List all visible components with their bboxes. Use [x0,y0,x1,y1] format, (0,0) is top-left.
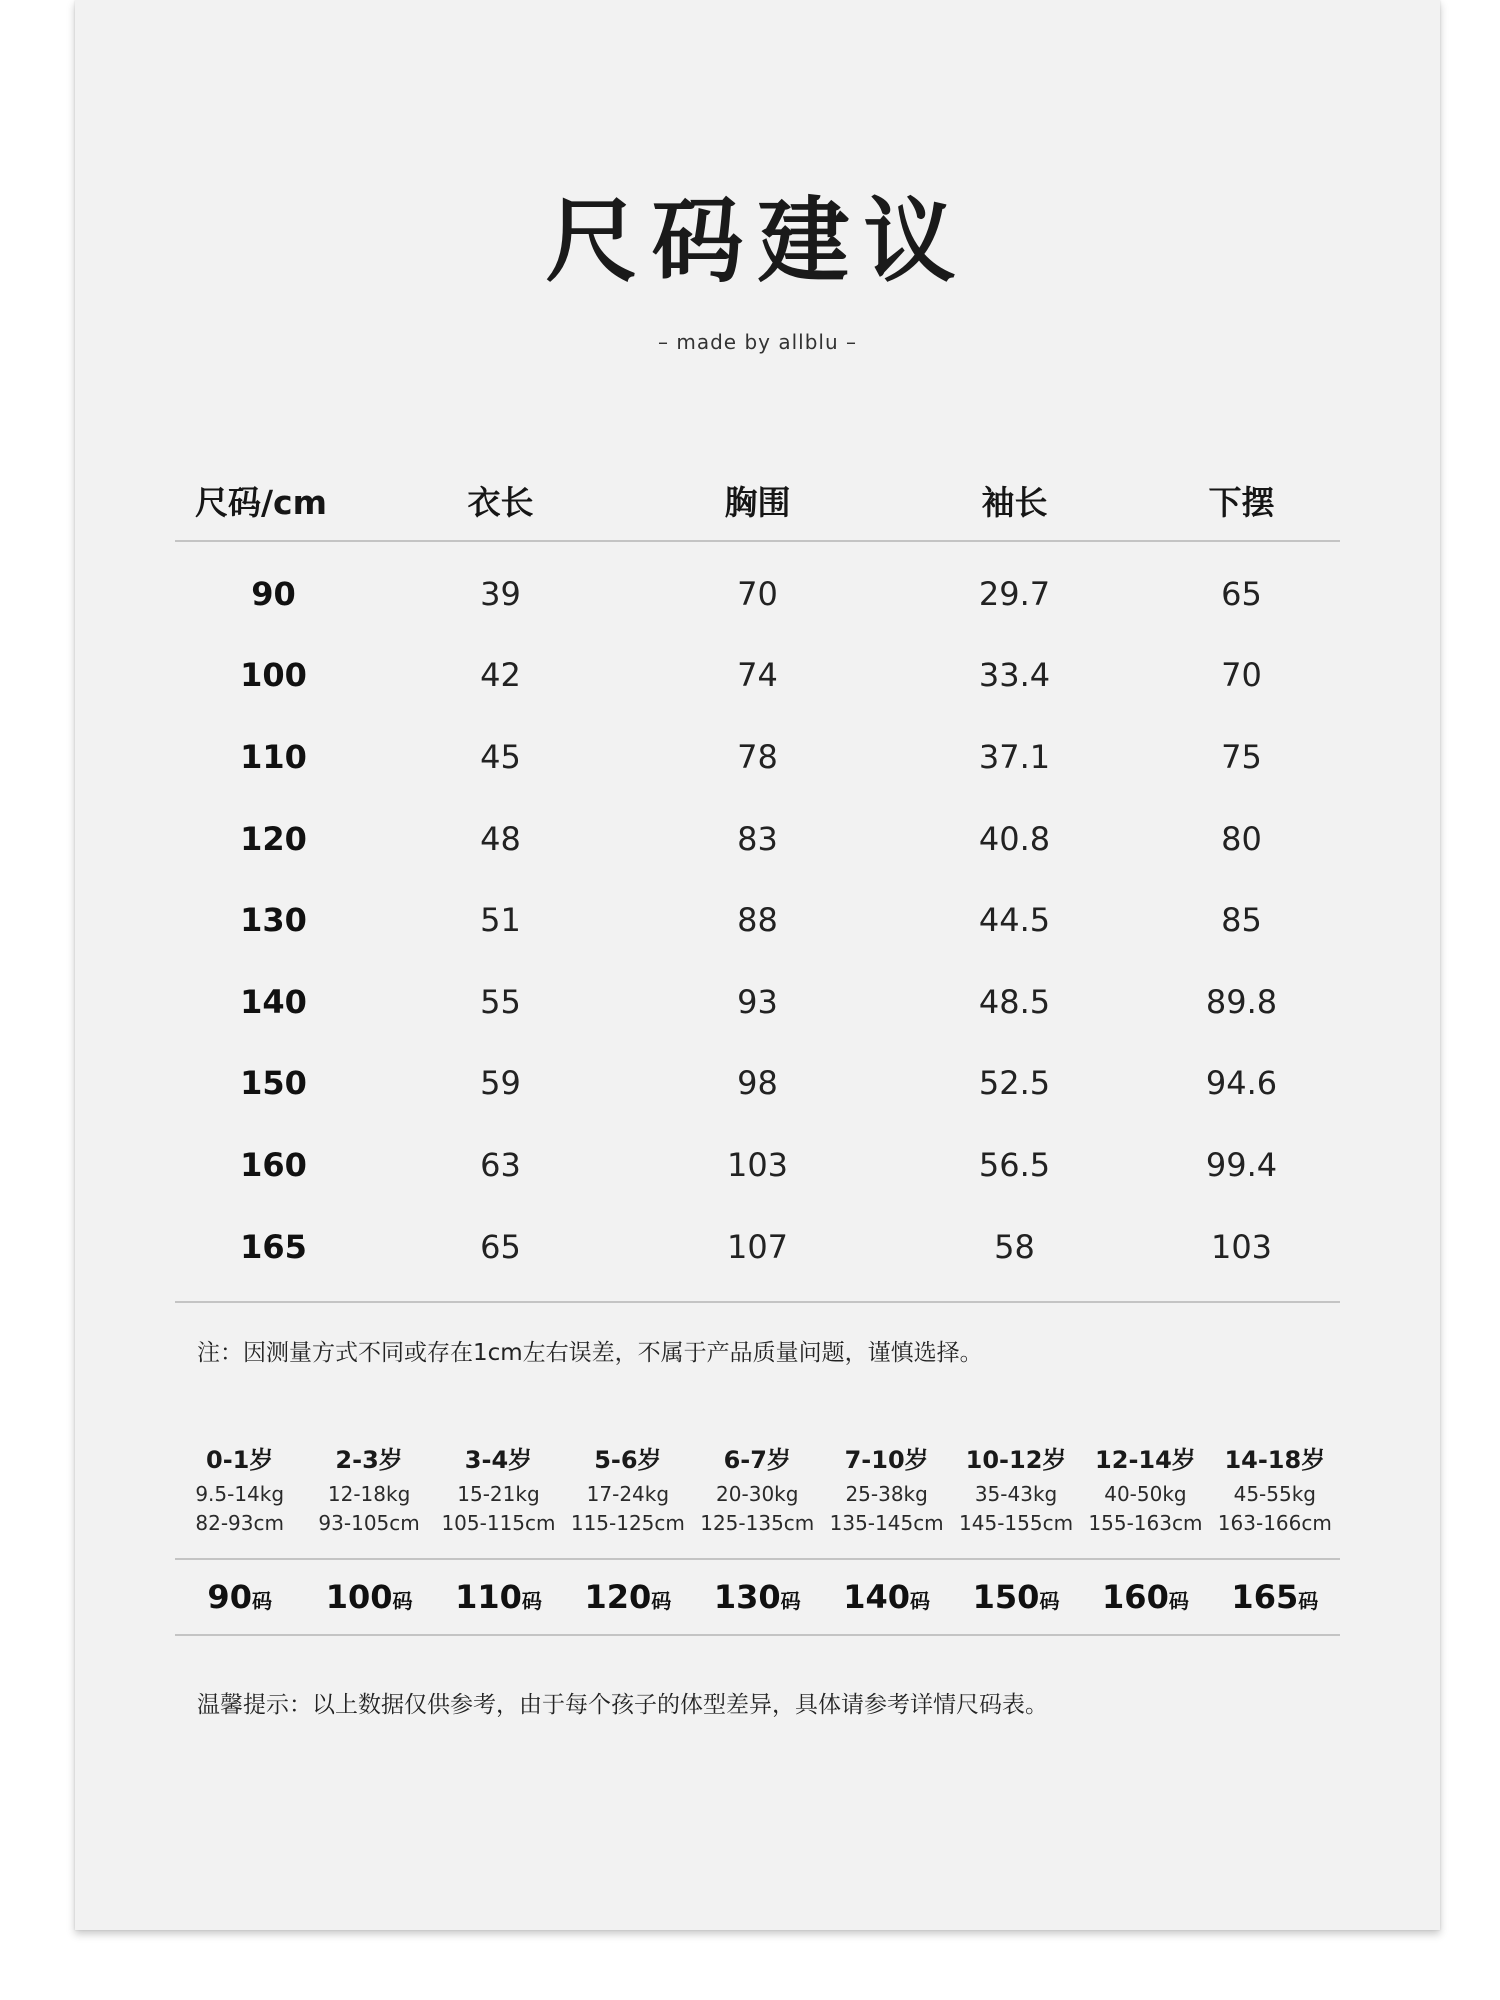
size-code-number: 150 [972,1578,1040,1616]
size-code [951,1578,1080,1616]
length-cell: 59 [480,1064,521,1103]
size-cell: 140 [240,982,307,1021]
hem-cell: 89.8 [1205,982,1278,1021]
length-cell: 42 [480,656,521,695]
age-column [1210,1440,1339,1538]
hem-cell: 85 [1221,901,1262,940]
age-size-guide [175,1440,1340,1636]
header-chest: 胸围 [724,482,791,522]
age-column [563,1440,692,1538]
chest-cell: 74 [737,656,778,695]
age-label: 5-6岁 [594,1446,662,1474]
age-column [175,1440,304,1538]
sleeve-cell: 44.5 [978,901,1051,940]
age-label: 7-10岁 [844,1446,929,1474]
chest-cell: 78 [737,737,778,776]
hem-cell: 75 [1221,737,1262,776]
size-code-unit: 码 [780,1589,801,1613]
age-height: 135-145cm [829,1511,944,1535]
size-code-unit: 码 [392,1589,413,1613]
size-code-row [175,1560,1340,1634]
age-height: 105-115cm [441,1511,556,1535]
age-height: 145-155cm [959,1511,1074,1535]
length-cell: 48 [480,819,521,858]
hem-cell: 99.4 [1205,1145,1278,1184]
reference-tip: 温馨提示：以上数据仅供参考，由于每个孩子的体型差异，具体请参考详情尺码表。 [197,1692,1048,1718]
size-code-unit: 码 [1039,1589,1060,1613]
sleeve-cell: 56.5 [978,1145,1051,1184]
chest-cell: 88 [737,901,778,940]
age-label: 12-14岁 [1095,1446,1196,1474]
size-code [693,1578,822,1616]
sleeve-cell: 48.5 [978,982,1051,1021]
table-row [175,716,1340,798]
length-cell: 63 [480,1145,521,1184]
sleeve-cell: 52.5 [978,1064,1051,1103]
size-code [563,1578,692,1616]
chest-cell: 83 [737,819,778,858]
age-weight: 20-30kg [716,1482,799,1506]
age-column [1081,1440,1210,1538]
table-row [175,1206,1340,1288]
table-row [175,879,1340,961]
length-cell: 65 [480,1227,521,1266]
age-label: 14-18岁 [1224,1446,1326,1474]
length-cell: 55 [480,982,521,1021]
hem-cell: 70 [1221,656,1262,695]
age-height: 163-166cm [1217,1511,1332,1535]
sleeve-cell: 58 [994,1227,1035,1266]
age-weight: 9.5-14kg [195,1482,285,1506]
age-label: 10-12岁 [965,1446,1067,1474]
age-weight: 17-24kg [586,1482,670,1506]
hem-cell: 103 [1210,1227,1273,1266]
size-code-number: 130 [713,1578,781,1616]
age-weight: 35-43kg [974,1482,1058,1506]
size-code [304,1578,433,1616]
table-row [175,961,1340,1043]
size-code-number: 165 [1231,1578,1299,1616]
page-title: 尺码建议 [545,188,970,295]
size-chart-sheet [75,0,1440,1930]
header-hem: 下摆 [1208,482,1275,522]
table-row [175,1124,1340,1206]
size-code-unit: 码 [910,1589,931,1613]
chest-cell: 107 [726,1227,789,1266]
table-bottom-divider [175,1301,1340,1303]
age-column [693,1440,822,1538]
age-label: 6-7岁 [723,1446,791,1474]
size-table-header [175,460,1340,540]
table-row [175,1043,1340,1125]
size-cell: 150 [240,1064,307,1103]
sleeve-cell: 33.4 [978,656,1051,695]
hem-cell: 94.6 [1205,1064,1278,1103]
chest-cell: 70 [737,574,778,613]
size-table [175,460,1340,1303]
table-row [175,635,1340,717]
age-label: 2-3岁 [335,1446,403,1474]
age-weight: 15-21kg [457,1482,540,1506]
hem-cell: 80 [1221,819,1262,858]
size-code-number: 120 [584,1578,652,1616]
size-cell: 110 [240,737,307,776]
header-sleeve: 袖长 [981,482,1048,522]
chest-cell: 103 [726,1145,789,1184]
size-cell: 90 [251,574,296,613]
age-weight: 45-55kg [1233,1482,1317,1506]
length-cell: 45 [480,737,521,776]
length-cell: 51 [480,901,521,940]
age-weight: 12-18kg [327,1482,411,1506]
size-code [1210,1578,1339,1616]
size-table-body [175,542,1340,1301]
length-cell: 39 [480,574,521,613]
age-column [822,1440,951,1538]
size-code-number: 160 [1102,1578,1169,1616]
age-row [175,1440,1340,1538]
age-weight: 40-50kg [1104,1482,1187,1506]
size-code-number: 100 [325,1578,393,1616]
age-label: 0-1岁 [206,1446,274,1474]
age-label: 3-4岁 [464,1446,533,1474]
size-cell: 130 [240,901,307,940]
size-code-number: 110 [455,1578,522,1616]
age-height: 155-163cm [1088,1511,1203,1535]
table-row [175,553,1340,635]
header-size: 尺码/cm [195,482,327,522]
sleeve-cell: 29.7 [978,574,1051,613]
size-cell: 100 [240,656,307,695]
age-weight: 25-38kg [845,1482,928,1506]
size-code-unit: 码 [521,1589,542,1613]
age-column [951,1440,1080,1538]
size-cell: 165 [240,1227,307,1266]
age-height: 82-93cm [195,1511,284,1535]
size-code-divider [175,1634,1340,1636]
size-code-unit: 码 [1298,1589,1319,1613]
age-height: 115-125cm [570,1511,685,1535]
size-code [1081,1578,1210,1616]
page-subtitle: – made by allblu – [658,330,857,354]
header-length: 衣长 [467,482,534,522]
table-row [175,798,1340,880]
age-height: 93-105cm [318,1511,420,1535]
age-height: 125-135cm [700,1511,815,1535]
sleeve-cell: 40.8 [978,819,1051,858]
size-code [175,1578,304,1616]
size-code [822,1578,951,1616]
size-code [434,1578,563,1616]
chest-cell: 98 [737,1064,778,1103]
size-code-unit: 码 [1168,1589,1189,1613]
size-cell: 120 [240,819,307,858]
age-column [304,1440,433,1538]
size-code-number: 90 [207,1578,252,1616]
size-cell: 160 [240,1145,307,1184]
size-code-unit: 码 [251,1589,272,1613]
sleeve-cell: 37.1 [978,737,1051,776]
measurement-note: 注：因测量方式不同或存在1cm左右误差，不属于产品质量问题，谨慎选择。 [197,1340,983,1366]
hem-cell: 65 [1221,574,1262,613]
size-code-unit: 码 [651,1589,672,1613]
size-code-number: 140 [843,1578,911,1616]
age-column [434,1440,563,1538]
chest-cell: 93 [737,982,778,1021]
